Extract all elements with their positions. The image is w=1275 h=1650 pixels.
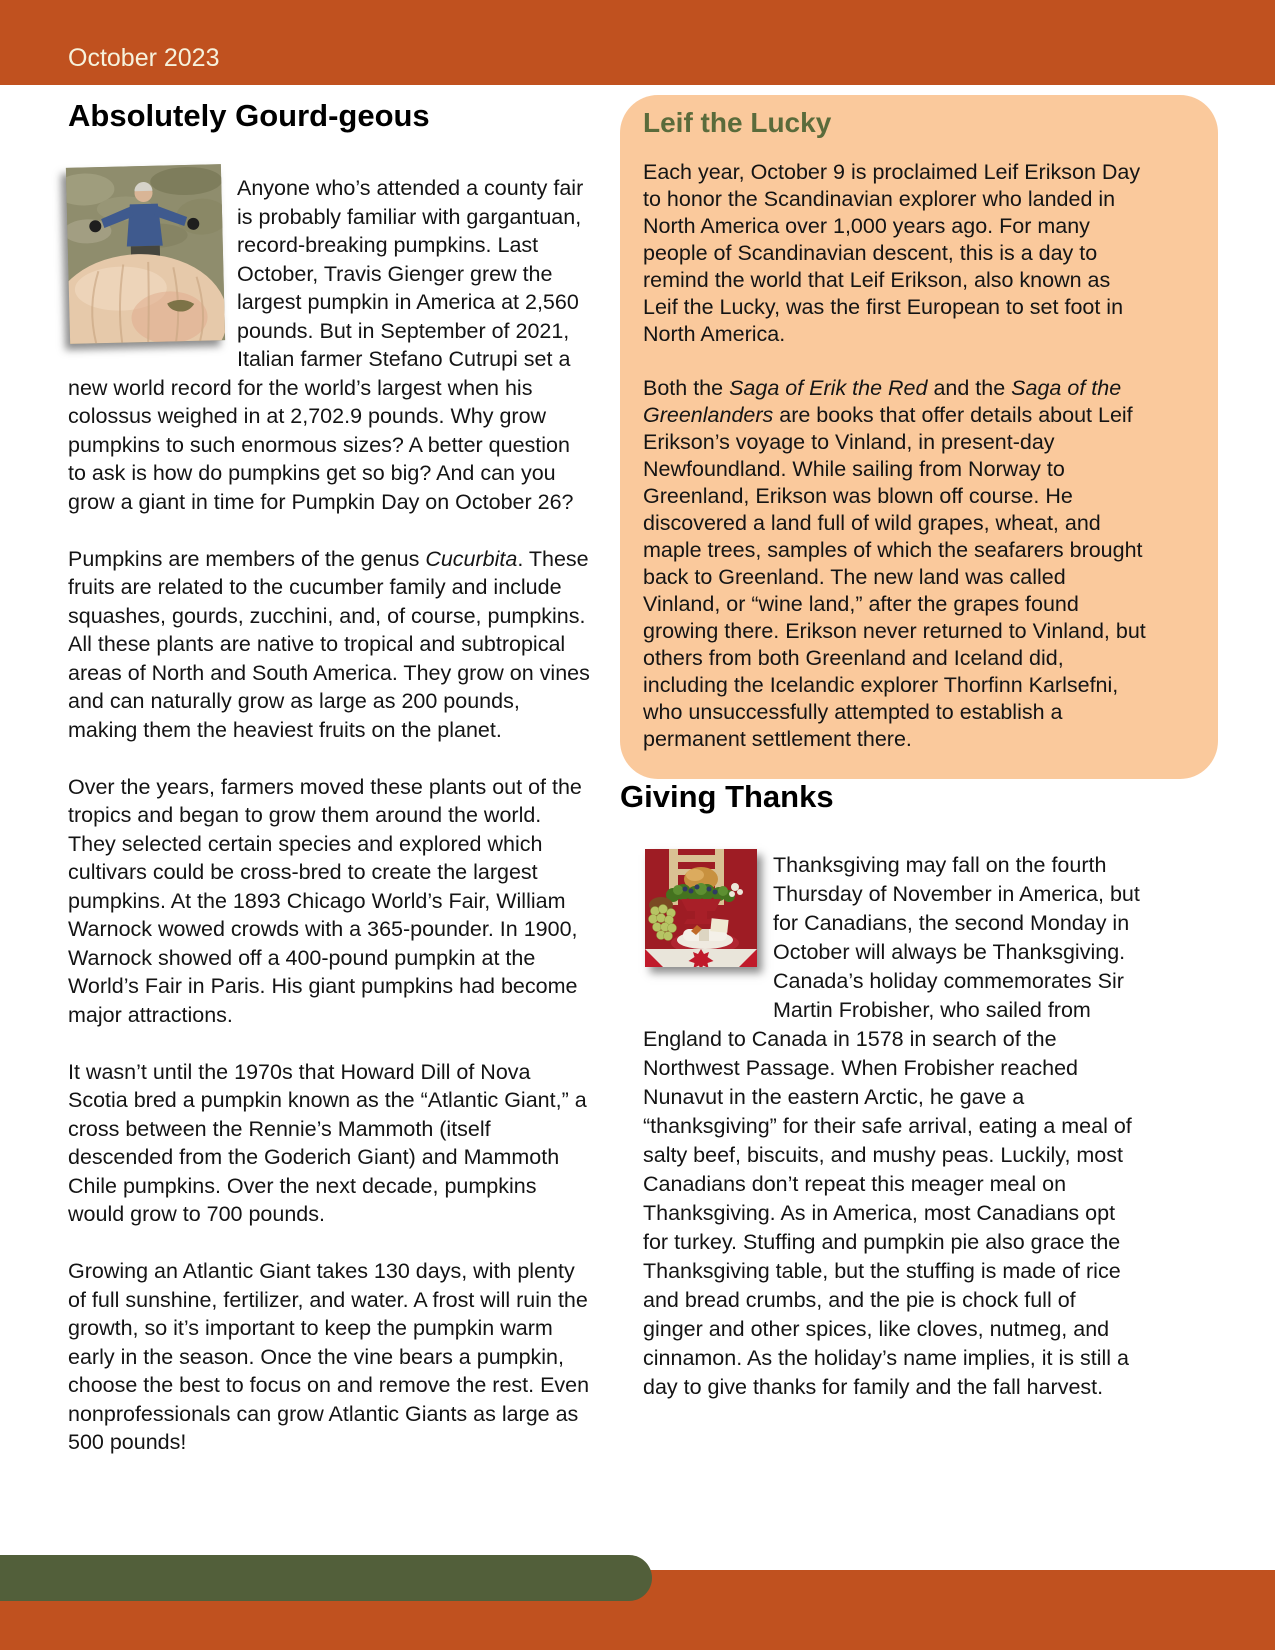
pumpkin-photo [66,164,225,344]
footer-green-bar [0,1555,652,1601]
paragraph: Anyone who’s attended a county fair is probably familiar with gargantuan, record-breaking pumpkins. Last October, Travis Gienger grew the largest pumpkin in America at 2,560 pounds. But in September of 2021, Italian farmer Stefano Cutrupi set a new world record for the world’s largest when his colossus weighed in at 2,702.9 pounds. Why grow pumpkins to such enormous sizes? A better question to ask is how do pumpkins get so big? And can you grow a giant in time for Pumpkin Day on October 26? [68,176,584,514]
right-column [620,95,1218,1402]
paragraph: Pumpkins are members of the genus Cucurbita. These fruits are related to the cucumber family and include squashes, gourds, zucchini, and, of course, pumpkins. All these plants are native to tropical and subtropical areas of North and South America. They grow on vines and can naturally grow as large as 200 pounds, making them the heaviest fruits on the planet. [68,546,590,742]
article-body-thanks [643,851,1141,1402]
thanksgiving-photo-graphic [645,849,757,967]
paragraph: Growing an Atlantic Giant takes 130 days, with plenty of full sunshine, fertilizer, and water. A frost will ruin the growth, so it’s important to keep the pumpkin warm early in the season. Once the vine bears a pumpkin, choose the best to focus on and remove the rest. Even nonprofessionals can grow Atlantic Giants as large as 500 pounds! [68,1259,590,1454]
header-bar [0,0,1275,85]
article-body-gourdgeous [68,174,590,1457]
article-title-gourdgeous: Absolutely Gourd-geous [68,98,430,133]
leif-box [620,95,1218,779]
paragraph: Over the years, farmers moved these plants out of the tropics and began to grow them around the world. They selected certain species and explored which cultivars could be cross-bred to create the largest pumpkins. At the 1893 Chicago World’s Fair, William Warnock wowed crowds with a 365-pounder. In 1900, Warnock showed off a 400-pound pumpkin at the World’s Fair in Paris. His giant pumpkins had become major attractions. [68,774,582,1027]
paragraph: Each year, October 9 is proclaimed Leif Erikson Day to honor the Scandinavian explorer who landed in North America over 1,000 years ago. For many people of Scandinavian descent, this is a day to remind the world that Leif Erikson, also known as Leif the Lucky, was the first European to set foot in North America. [643,160,1141,346]
pumpkin-photo-graphic [66,164,225,344]
paragraph: Both the Saga of Erik the Red and the Saga of the Greenlanders are books that offer details about Leif Erikson’s voyage to Vinland, in present-day Newfoundland. While sailing from Norway to Greenland, Erikson was blown off course. He discovered a land full of wild grapes, wheat, and maple trees, samples of which the seafarers brought back to Greenland. The new land was called Vinland, or “wine land,” after the grapes found growing there. Erikson never returned to Vinland, but others from both Greenland and Iceland did, including the Icelandic explorer Thorfinn Karlsefni, who unsuccessfully attempted to establish a permanent settlement there. [643,376,1146,751]
article-title-leif: Leif the Lucky [643,107,832,138]
article-gourdgeous [68,98,590,1457]
paragraph: Thanksgiving may fall on the fourth Thursday of November in America, but for Canadians, the second Monday in October will always be Thanksgiving. Canada’s holiday commemorates Sir Martin Frobisher, who sailed from England to Canada in 1578 in search of the Northwest Passage. When Frobisher reached Nunavut in the eastern Arctic, he gave a “thanksgiving” for their safe arrival, eating a meal of salty beef, biscuits, and mushy peas. Luckily, most Canadians don’t repeat this meager meal on Thanksgiving. As in America, most Canadians opt for turkey. Stuffing and pumpkin pie also grace the Thanksgiving table, but the stuffing is made of rice and bread crumbs, and the pie is chock full of ginger and other spices, like cloves, nutmeg, and cinnamon. As the holiday’s name implies, it is still a day to give thanks for family and the fall harvest. [643,853,1140,1399]
issue-date: October 2023 [68,44,220,72]
thanksgiving-photo [645,849,757,967]
article-title-thanks: Giving Thanks [620,779,834,814]
paragraph: It wasn’t until the 1970s that Howard Dill of Nova Scotia bred a pumpkin known as the “Atlantic Giant,” a cross between the Rennie’s Mammoth (itself descended from the Goderich Giant) and Mammoth Chile pumpkins. Over the next decade, pumpkins would grow to 700 pounds. [68,1059,587,1226]
